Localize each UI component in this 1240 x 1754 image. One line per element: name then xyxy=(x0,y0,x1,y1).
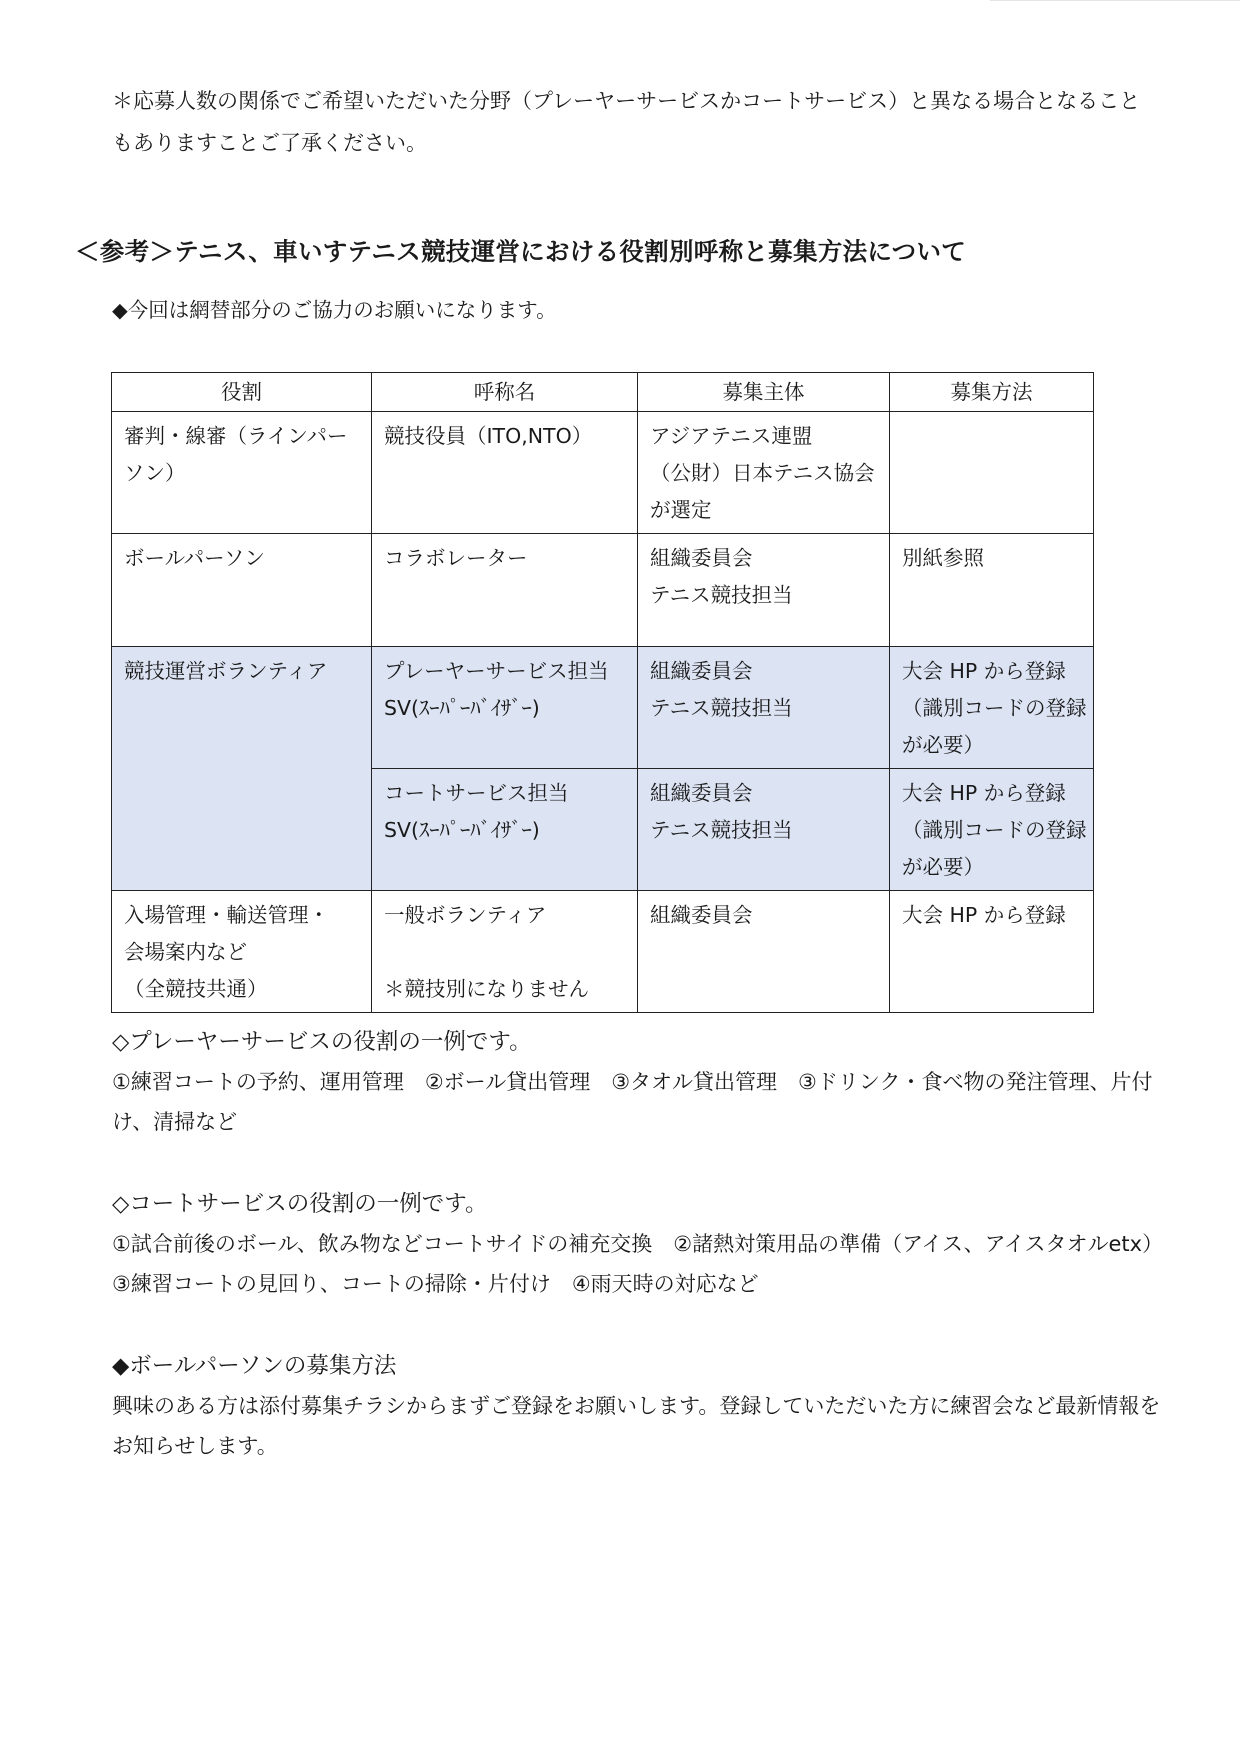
cell-role xyxy=(112,412,372,534)
cell-line: SV(ｽｰﾊﾟｰﾊﾞｲｻﾞｰ) xyxy=(384,696,540,720)
player-service-text: ①練習コートの予約、運用管理 ②ボール貸出管理 ③タオル貸出管理 ③ドリンク・食べ物の発注管理、片付け、清掃など xyxy=(112,1070,1153,1134)
cell-line: が必要） xyxy=(902,855,984,879)
cell-line: （識別コードの登録 xyxy=(902,818,1087,842)
cell-line: テニス競技担当 xyxy=(650,696,793,720)
cell-line: ボールパーソン xyxy=(124,546,265,570)
ball-person-section xyxy=(112,1346,1162,1466)
court-service-line-2: ③練習コートの見回り、コートの掃除・片付け ④雨天時の対応など xyxy=(112,1272,759,1296)
cell-line: 組織委員会 xyxy=(650,781,753,805)
cell-body xyxy=(638,769,890,891)
cell-line: 組織委員会 xyxy=(650,659,753,683)
header-method: 募集方法 xyxy=(890,373,1094,412)
table-header-row xyxy=(112,373,1094,412)
cell-name xyxy=(372,647,638,769)
cell-line: 一般ボランティア xyxy=(384,903,547,927)
court-service-line-1: ①試合前後のボール、飲み物などコートサイドの補充交換 ②諸熱対策用品の準備（アイス、アイスタオルetx） xyxy=(112,1232,1164,1256)
cell-line: 競技運営ボランティア xyxy=(124,659,328,683)
page-edge-line xyxy=(990,0,1240,1)
cell-line: テニス競技担当 xyxy=(650,583,793,607)
court-service-section xyxy=(112,1184,1163,1304)
cell-role xyxy=(112,647,372,891)
table-row xyxy=(112,647,1094,769)
cell-line: プレーヤーサービス担当 xyxy=(384,659,609,683)
table-row xyxy=(112,534,1094,647)
cell-role xyxy=(112,534,372,647)
court-service-heading: ◇コートサービスの役割の一例です。 xyxy=(112,1191,488,1217)
ball-person-text: 興味のある方は添付募集チラシからまずご登録をお願いします。登録していただいた方に練習会など最新情報をお知らせします。 xyxy=(112,1394,1161,1458)
cell-body xyxy=(638,891,890,1013)
cell-line: が選定 xyxy=(650,498,712,522)
header-name: 呼称名 xyxy=(372,373,638,412)
header-body: 募集主体 xyxy=(638,373,890,412)
cell-line: 審判・線審（ラインパーソン） xyxy=(124,424,348,485)
cell-method xyxy=(890,412,1094,534)
cell-name xyxy=(372,769,638,891)
cell-line: 別紙参照 xyxy=(902,546,984,570)
cell-line: SV(ｽｰﾊﾟｰﾊﾞｲｻﾞｰ) xyxy=(384,818,540,842)
cell-method xyxy=(890,647,1094,769)
notice-paragraph: ＊応募人数の関係でご希望いただいた分野（プレーヤーサービスかコートサービス）と異なる場合となることもありますことご了承ください。 xyxy=(112,89,1141,155)
player-service-heading: ◇プレーヤーサービスの役割の一例です。 xyxy=(112,1029,532,1055)
cell-line: 大会 HP から登録 xyxy=(902,659,1066,683)
cell-line: 大会 HP から登録 xyxy=(902,903,1066,927)
cell-line: 組織委員会 xyxy=(650,903,753,927)
cell-method xyxy=(890,534,1094,647)
cell-method xyxy=(890,769,1094,891)
player-service-section xyxy=(112,1022,1162,1142)
reference-subtitle: ◆今回は網替部分のご協力のお願いになります。 xyxy=(112,298,557,322)
cell-line: 組織委員会 xyxy=(650,546,753,570)
cell-spacer xyxy=(384,934,627,971)
cell-line: 大会 HP から登録 xyxy=(902,781,1066,805)
cell-line: （識別コードの登録 xyxy=(902,696,1087,720)
cell-body xyxy=(638,534,890,647)
cell-line: ＊競技別になりません xyxy=(384,977,589,1001)
cell-line: コートサービス担当 xyxy=(384,781,569,805)
cell-line: （公財）日本テニス協会 xyxy=(650,461,875,485)
cell-body xyxy=(638,412,890,534)
cell-line: が必要） xyxy=(902,733,984,757)
header-role: 役割 xyxy=(112,373,372,412)
cell-role xyxy=(112,891,372,1013)
table-row xyxy=(112,412,1094,534)
table-row xyxy=(112,891,1094,1013)
cell-line: コラボレーター xyxy=(384,546,528,570)
cell-line: テニス競技担当 xyxy=(650,818,793,842)
roles-table xyxy=(111,372,1094,1013)
cell-name xyxy=(372,412,638,534)
cell-line: 入場管理・輸送管理・ xyxy=(124,903,329,927)
cell-line: （全競技共通） xyxy=(124,977,268,1001)
cell-name xyxy=(372,534,638,647)
cell-line: アジアテニス連盟 xyxy=(650,424,813,448)
cell-method xyxy=(890,891,1094,1013)
cell-body xyxy=(638,647,890,769)
ball-person-heading: ◆ボールパーソンの募集方法 xyxy=(112,1353,397,1379)
cell-line: 会場案内など xyxy=(124,940,247,964)
cell-line: 競技役員（ITO,NTO） xyxy=(384,424,593,448)
cell-name xyxy=(372,891,638,1013)
reference-title: ＜参考＞テニス、車いすテニス競技運営における役割別呼称と募集方法について xyxy=(75,237,967,266)
